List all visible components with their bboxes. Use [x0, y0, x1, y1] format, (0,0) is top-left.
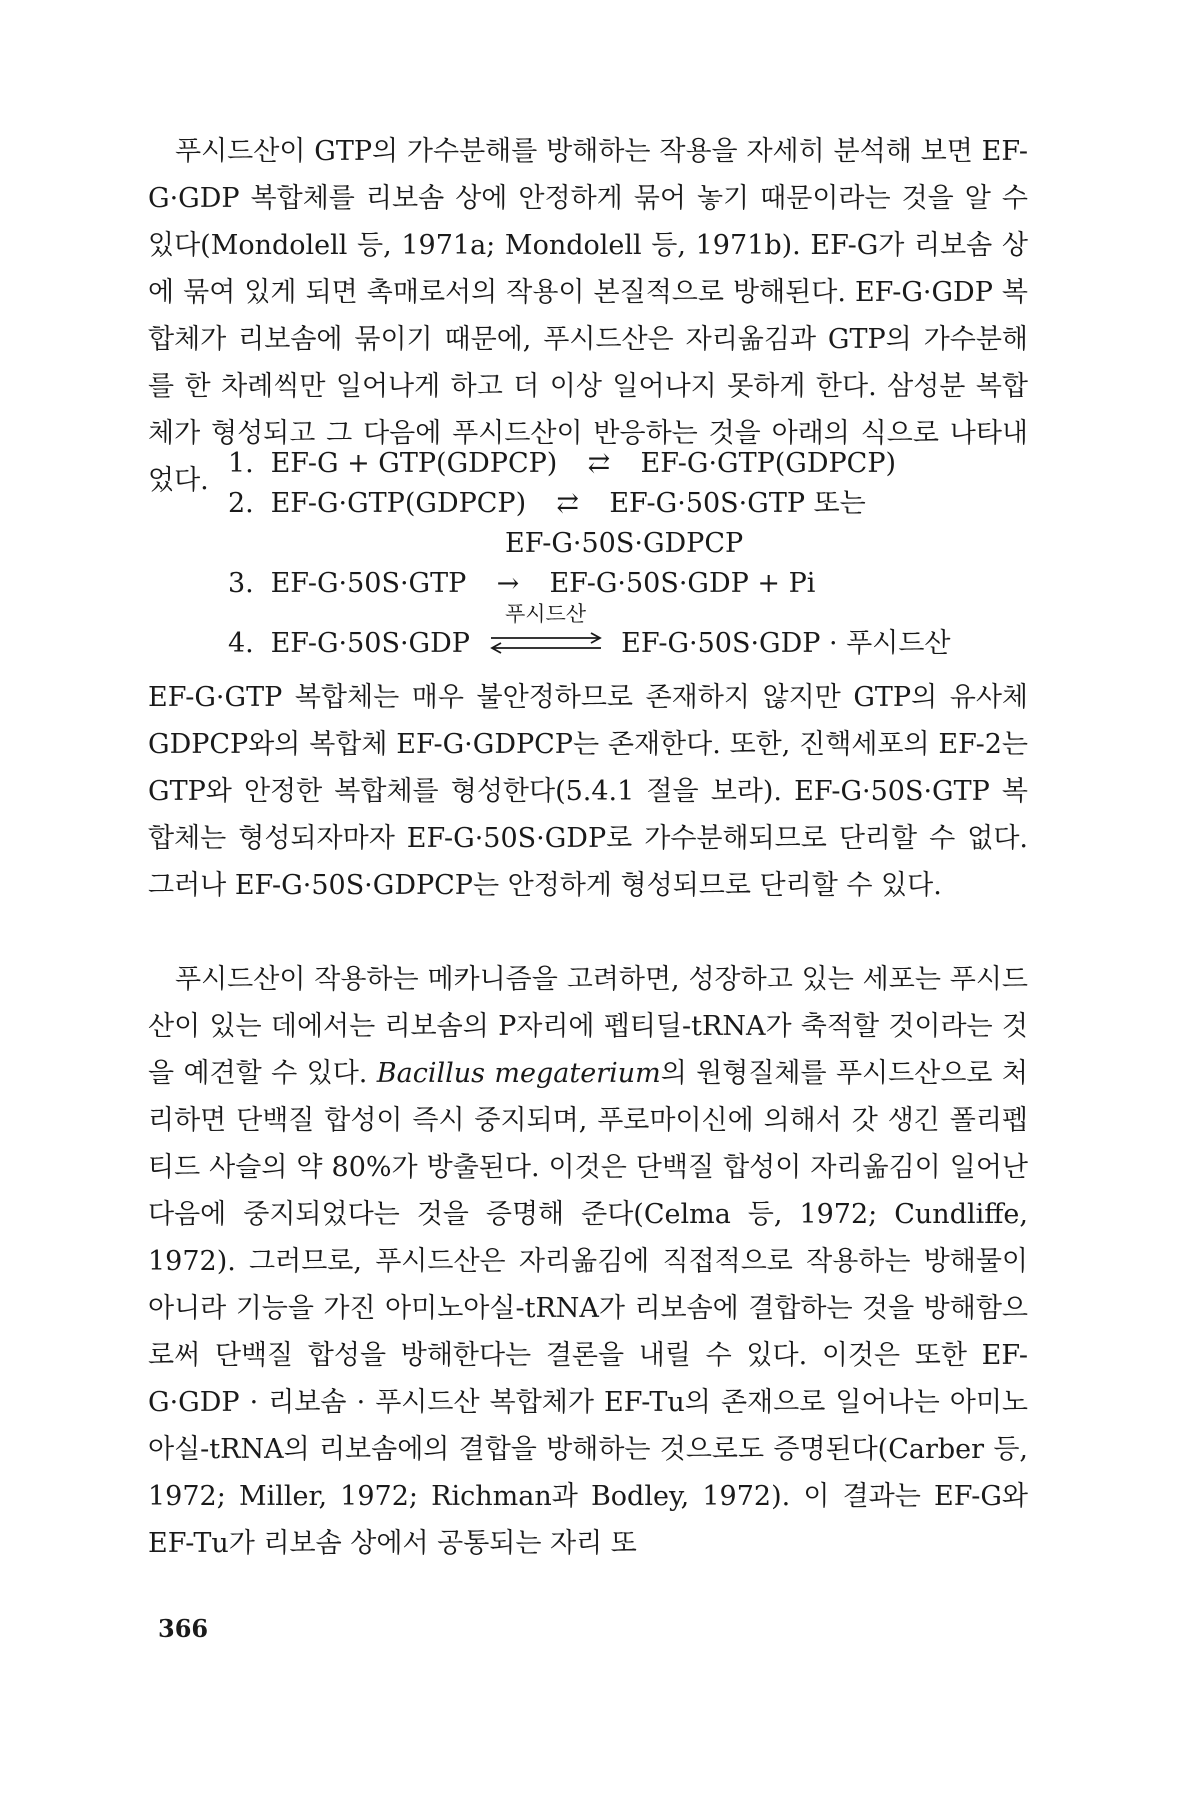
paragraph-text: 의 원형질체를 푸시드산으로 처리하면 단백질 합성이 즉시 중지되며, 푸로마이신에 의해서 갓 생긴 폴리펩티드 사슬의 약 80%가 방출된다. 이것은 단백질 합성이 자리옮김이 일어난 다음에 중지되었다는 것을 증명해 준다(Celma 등, 1972; Cundliffe, 1972). 그러므로, 푸시드산은 자리옮김에 직접적으로 작용하는 방해물이 아니라 기능을 가진 아미노아실-tRNA가 리보솜에 결합하는 것을 방해함으로써 단백질 합성을 방해한다는 결론을 내릴 수 있다. 이것은 또한 EF-G·GDP · 리보솜 · 푸시드산 복합체가 EF-Tu의 존재으로 일어나는 아미노아실-tRNA의 리보솜에의 결합을 방해하는 것으로도 증명된다(Carber 등, 1972; Miller, 1972; Richman과 Bodley, 1972). 이 결과는 EF-G와 EF-Tu가 리보솜 상에서 공통되는 자리 또	[148, 1058, 1028, 1559]
page-number: 366	[158, 1614, 209, 1643]
equilibrium-arrow-icon	[487, 632, 605, 654]
arrow-condition-label: 푸시드산	[504, 601, 587, 626]
paragraph-text: 푸시드산이 작용하는 메카니즘을 고려하면, 성장하고 있는 세포는 푸시드산이 있는 데에서는 리보솜의 P자리에 펩티딜-tRNA가 축적할 것이라는 것을 예견할 수 있다.	[148, 964, 1028, 1089]
reaction-left: EF-G + GTP(GDPCP)	[270, 448, 558, 479]
reaction-right: EF-G·50S·GTP 또는	[609, 488, 866, 519]
equilibrium-arrow-icon: ⇄	[587, 448, 611, 479]
reaction-2-continuation	[505, 524, 1200, 564]
reaction-condition	[487, 601, 605, 662]
reaction-2	[228, 484, 1028, 524]
reaction-left: EF-G·50S·GDP	[270, 628, 470, 659]
reaction-number: 3.	[228, 568, 254, 599]
reaction-1	[228, 444, 1028, 484]
right-arrow-icon: →	[496, 568, 520, 599]
reaction-3	[228, 564, 1028, 604]
equilibrium-arrow-icon: ⇄	[556, 488, 580, 519]
reaction-right: EF-G·GTP(GDPCP)	[640, 448, 897, 479]
reaction-number: 2.	[228, 488, 254, 519]
reaction-left: EF-G·50S·GTP	[270, 568, 467, 599]
species-name: Bacillus megaterium	[376, 1058, 661, 1089]
paragraph-complex-stability: EF-G·GTP 복합체는 매우 불안정하므로 존재하지 않지만 GTP의 유사체 GDPCP와의 복합체 EF-G·GDPCP는 존재한다. 또한, 진핵세포의 EF-2는 GTP와 안정한 복합체를 형성한다(5.4.1 절을 보라). EF-G·50S·GTP 복합체는 형성되자마자 EF-G·50S·GDP로 가수분해되므로 단리할 수 없다. 그러나 EF-G·50S·GDPCP는 안정하게 형성되므로 단리할 수 있다.	[148, 682, 1028, 901]
paragraph-fusidic-acid-mechanism: 푸시드산이 GTP의 가수분해를 방해하는 작용을 자세히 분석해 보면 EF-G·GDP 복합체를 리보솜 상에 안정하게 묶어 놓기 때문이라는 것을 알 수 있다(Mondolell 등, 1971a; Mondolell 등, 1971b). EF-G가 리보솜 상에 묶여 있게 되면 촉매로서의 작용이 본질적으로 방해된다. EF-G·GDP 복합체가 리보솜에 묶이기 때문에, 푸시드산은 자리옮김과 GTP의 가수분해를 한 차례씩만 일어나게 하고 더 이상 일어나지 못하게 한다. 삼성분 복합체가 형성되고 그 다음에 푸시드산이 반응하는 것을 아래의 식으로 나타내었다.	[148, 136, 1028, 496]
reaction-right-line2: EF-G·50S·GDPCP	[505, 528, 744, 559]
reaction-right: EF-G·50S·GDP · 푸시드산	[621, 628, 951, 659]
reaction-number: 1.	[228, 448, 254, 479]
paragraph-mechanism-consideration	[148, 956, 1028, 1567]
reaction-left: EF-G·GTP(GDPCP)	[270, 488, 527, 519]
reaction-right: EF-G·50S·GDP + Pi	[549, 568, 816, 599]
reaction-number: 4.	[228, 628, 254, 659]
reaction-4	[228, 601, 1028, 664]
